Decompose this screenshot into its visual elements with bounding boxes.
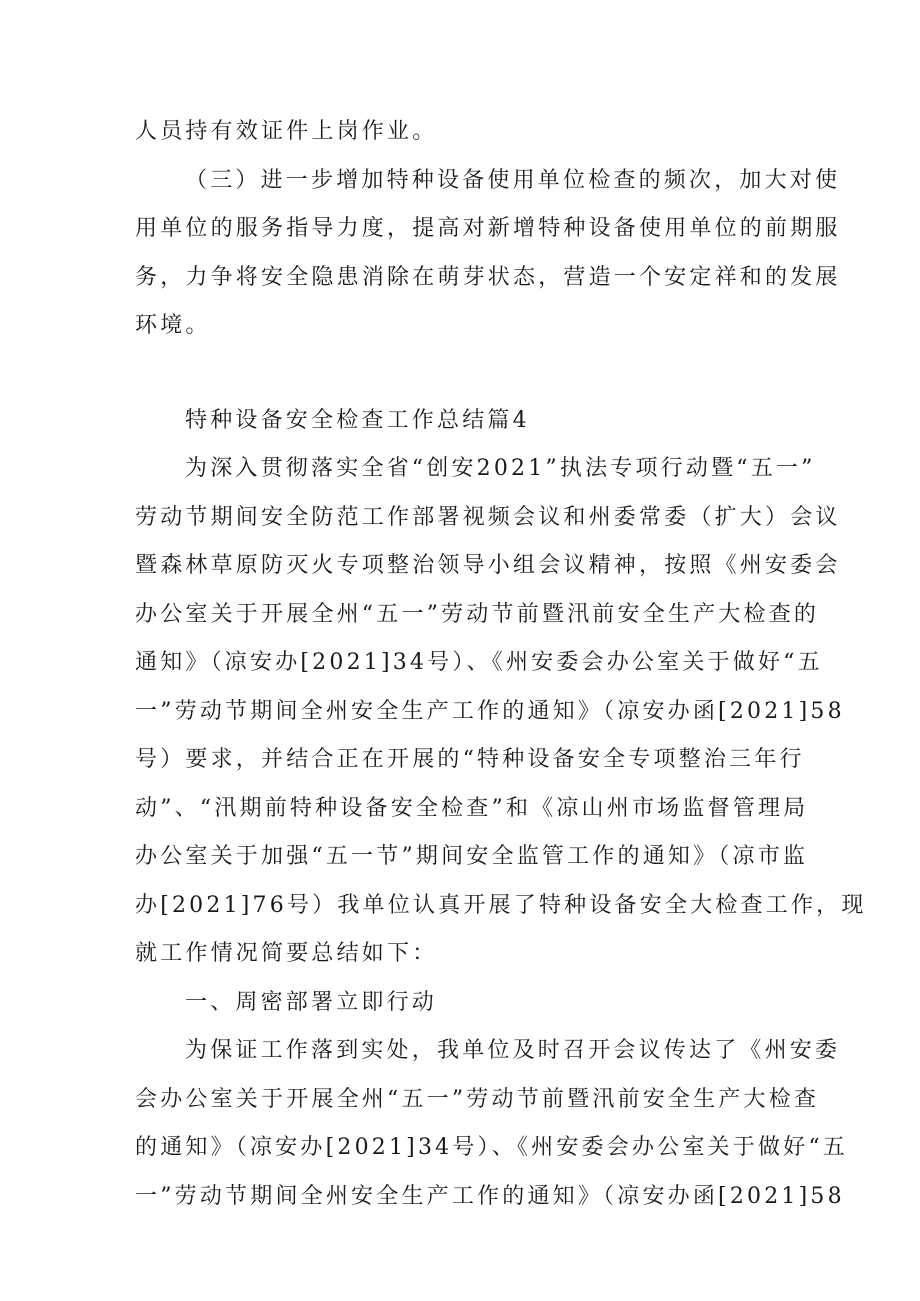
paragraph-4 [135, 1027, 848, 1221]
text-line: 办[2021]76号）我单位认真开展了特种设备安全大检查工作，现 [135, 892, 867, 918]
text-line: 就工作情况简要总结如下： [135, 941, 438, 966]
section-title: 特种设备安全检查工作总结篇4 [185, 407, 530, 433]
paragraph-2 [135, 157, 841, 351]
heading-block [135, 979, 795, 1028]
text-line: 办公室关于加强“五一节”期间安全监管工作的通知》（凉市监 [135, 844, 809, 869]
paragraph-3 [135, 445, 867, 979]
text-line: 环境。 [135, 313, 211, 338]
text-line: 劳动节期间安全防范工作部署视频会议和州委常委（扩大）会议 [135, 504, 841, 530]
text-line: 号）要求，并结合正在开展的“特种设备安全专项整治三年行 [135, 747, 805, 772]
text-line: 一”劳动节期间全州安全生产工作的通知》（凉安办函[2021]58 [135, 698, 845, 724]
text-line: 为保证工作落到实处，我单位及时召开会议传达了《州安委 [185, 1038, 841, 1063]
text-line: 的通知》（凉安办[2021]34号）、《州安委会办公室关于做好“五 [135, 1135, 848, 1160]
paragraph-1 [135, 108, 795, 157]
text-line: 为深入贯彻落实全省“创安2021”执法专项行动暨“五一” [185, 456, 816, 481]
document-body [135, 108, 867, 1221]
text-line: 用单位的服务指导力度，提高对新增特种设备使用单位的前期服 [135, 216, 841, 241]
text-line: 人员持有效证件上岗作业。 [135, 119, 438, 144]
text-line: 通知》（凉安办[2021]34号）、《州安委会办公室关于做好“五 [135, 650, 823, 675]
text-line: 办公室关于开展全州“五一”劳动节前暨汛前安全生产大检查的 [135, 601, 820, 627]
section-title-block [135, 397, 795, 446]
text-line: 一”劳动节期间全州安全生产工作的通知》（凉安办函[2021]58 [135, 1183, 845, 1209]
text-line: 务，力争将安全隐患消除在萌芽状态，营造一个安定祥和的发展 [135, 264, 841, 290]
text-line: 会办公室关于开展全州“五一”劳动节前暨汛前安全生产大检查 [135, 1086, 820, 1112]
text-line: 暨森林草原防灭火专项整治领导小组会议精神，按照《州安委会 [135, 553, 841, 578]
text-line: 动”、“汛期前特种设备安全检查”和《凉山州市场监督管理局 [135, 795, 809, 821]
text-line: （三）进一步增加特种设备使用单位检查的频次，加大对使 [185, 167, 841, 193]
heading-1: 一、周密部署立即行动 [185, 989, 438, 1015]
